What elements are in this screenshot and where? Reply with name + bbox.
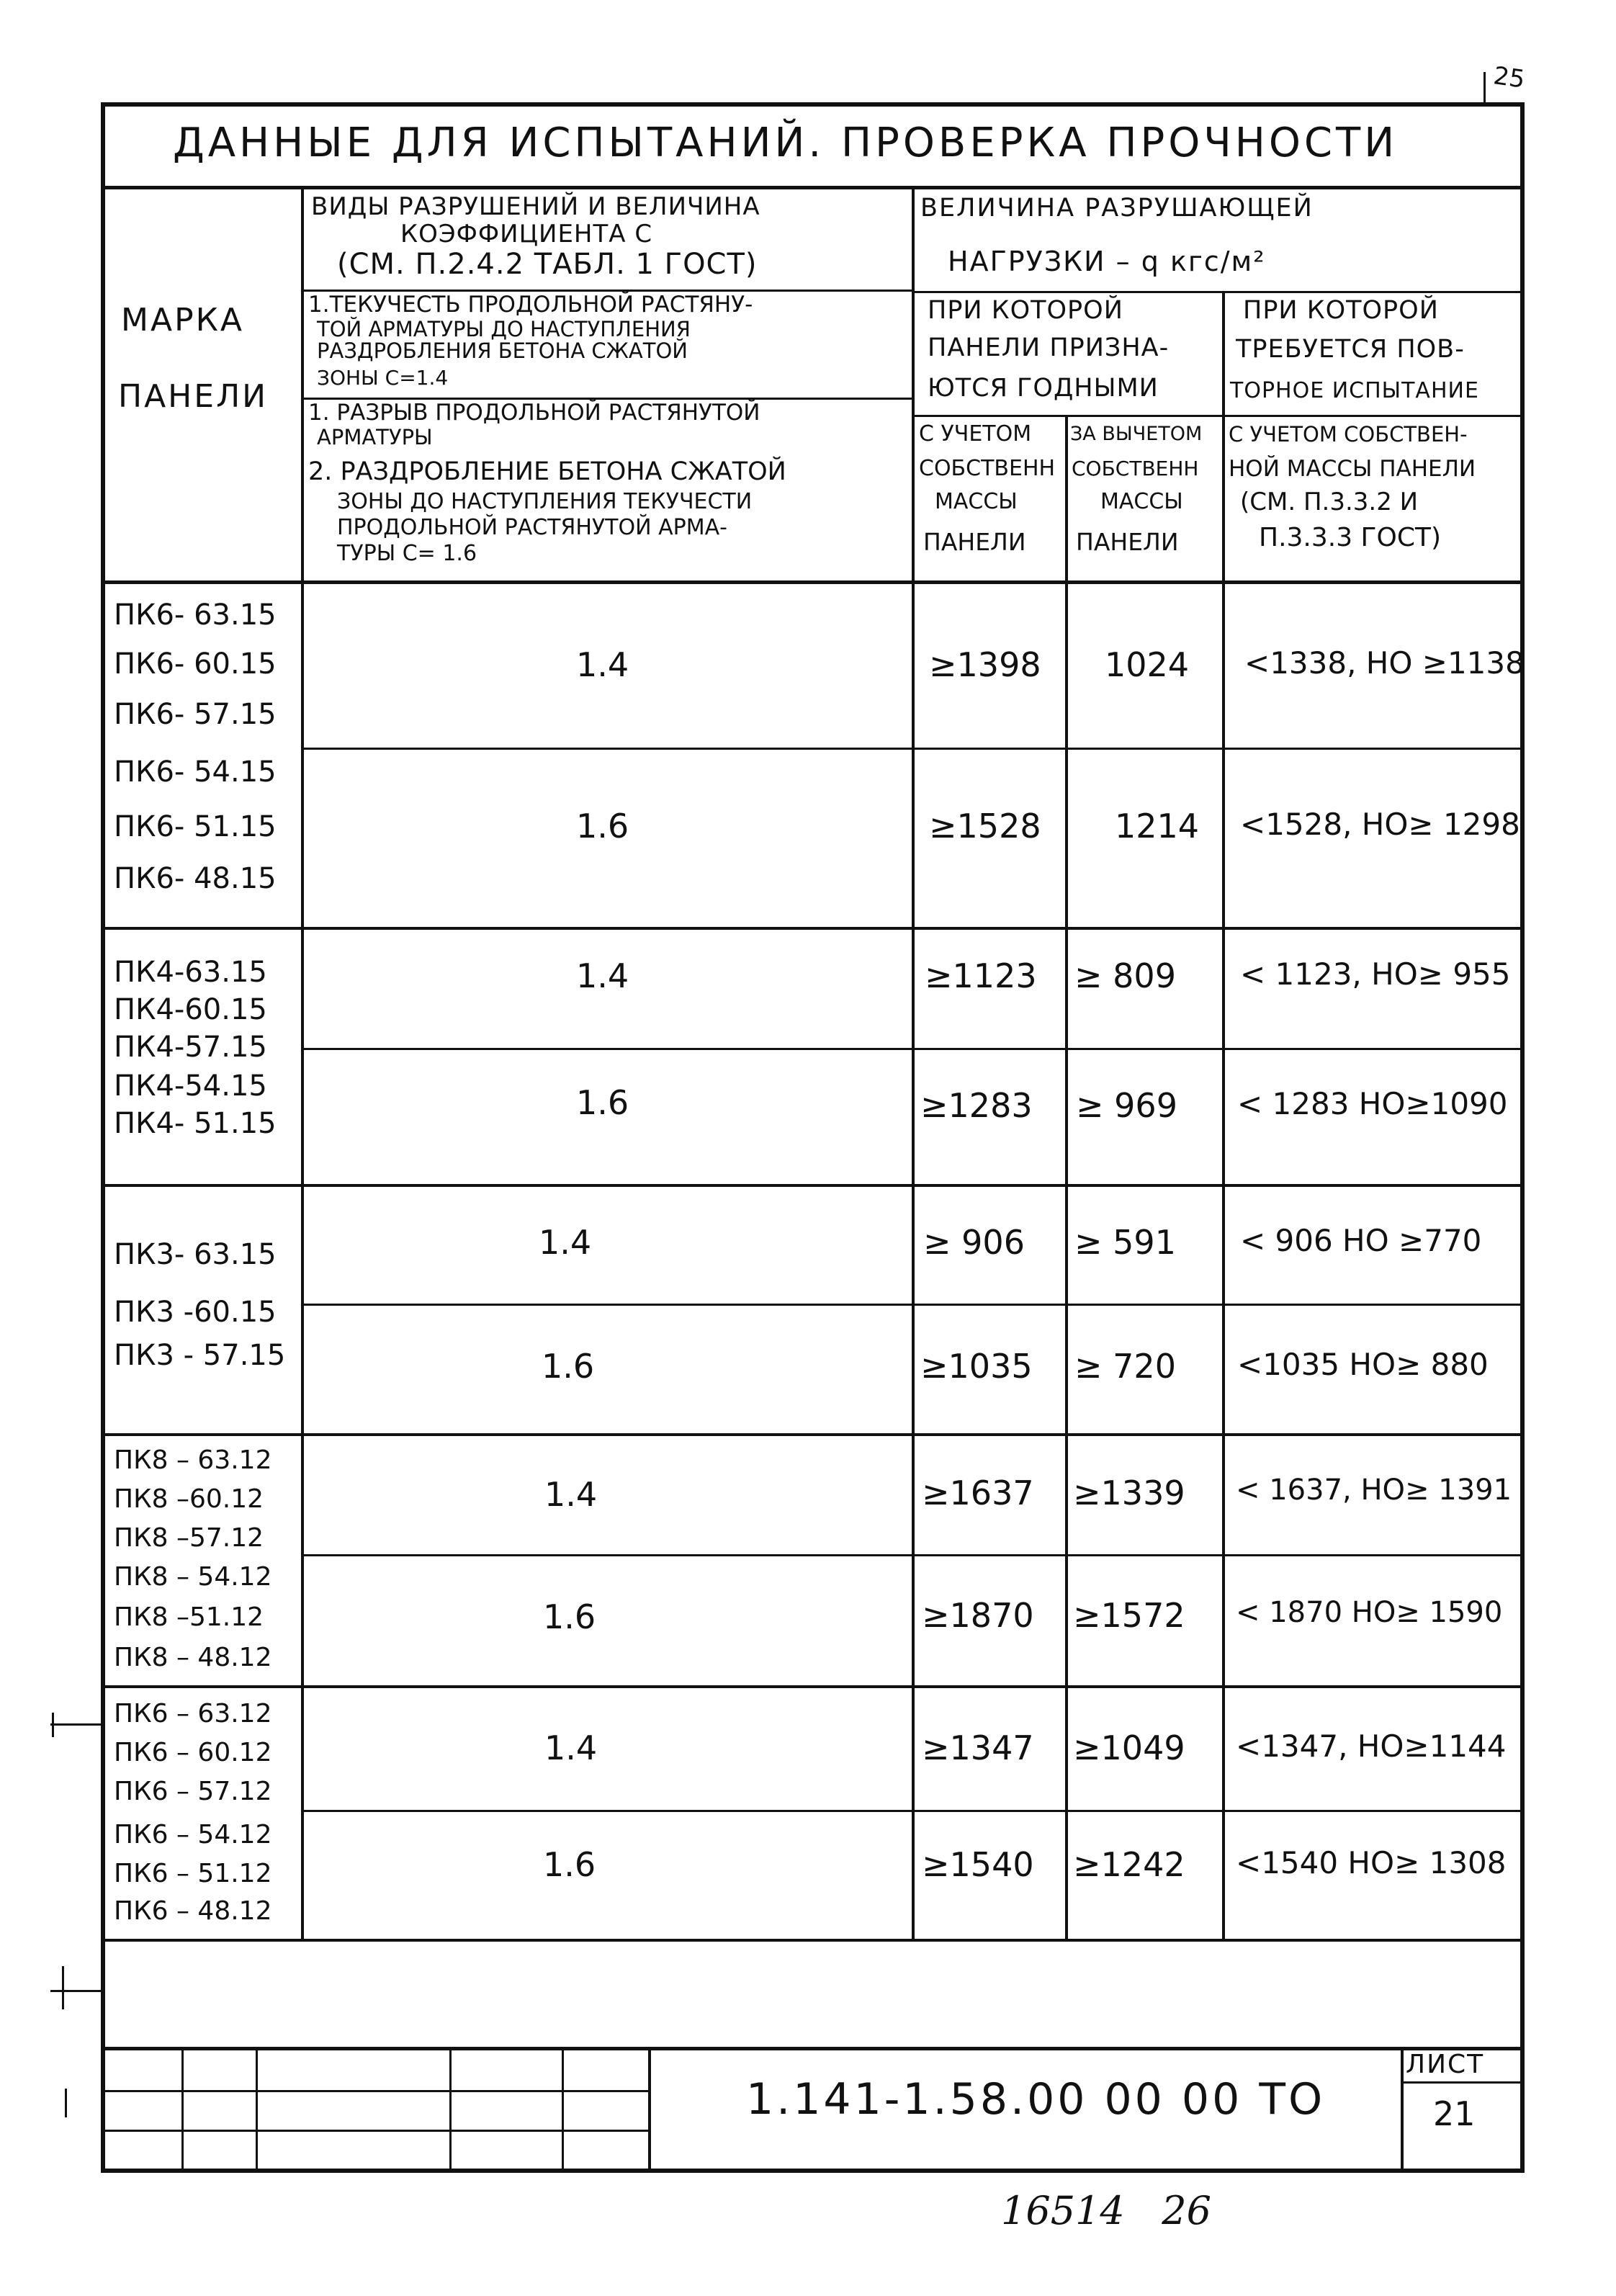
sheet-label: ЛИСТ [1406,2050,1485,2079]
coefficient-c: 1.4 [576,956,629,995]
frame-left [101,102,105,2173]
panel-mark: ПК8 – 63.12 [114,1445,272,1475]
minus-mass-line: СОБСТВЕНН [1072,457,1199,480]
load-with-mass: ≥1283 [920,1086,1033,1125]
load-minus-mass: ≥ 591 [1074,1223,1176,1262]
minus-mass-line: МАССЫ [1100,489,1183,514]
panel-mark: ПК6 – 51.12 [114,1859,272,1888]
minus-mass-line: ПАНЕЛИ [1076,528,1179,556]
coefficient-c: 1.6 [543,1597,596,1636]
header-kinds-line: КОЭФФИЦИЕНТА С [400,220,653,248]
coefficient-c: 1.4 [539,1223,592,1262]
kinds-1-line: ЗОНЫ С=1.4 [317,366,449,390]
load-minus-mass: 1024 [1105,645,1190,684]
stamp-col [449,2047,452,2171]
coefficient-c: 1.4 [576,645,629,684]
load-retest: < 1637, НО≥ 1391 [1236,1474,1512,1507]
with-mass-line: СОБСТВЕНН [919,456,1056,481]
panel-mark: ПК6 – 54.12 [114,1820,272,1849]
panel-mark: ПК6- 57.15 [114,698,277,731]
kinds-2-line: ПРОДОЛЬНОЙ РАСТЯНУТОЙ АРМА- [337,515,727,540]
hdr-line-bottom [101,580,1525,584]
coefficient-c: 1.6 [543,1845,596,1884]
load-with-mass: ≥1347 [922,1728,1034,1767]
panel-mark: ПК4- 51.15 [114,1107,277,1140]
title-underline [101,186,1525,189]
kinds-1-line: РАЗДРОБЛЕНИЯ БЕТОНА СЖАТОЙ [317,338,688,363]
panel-mark: ПК6- 48.15 [114,862,277,895]
coefficient-c: 1.6 [542,1347,595,1386]
load-retest: <1347, НО≥1144 [1236,1728,1507,1764]
panel-mark: ПК6 – 60.12 [114,1738,272,1767]
panel-mark: ПК8 –57.12 [114,1523,264,1553]
hdr-line-load [912,291,1525,293]
panel-mark: ПК6- 60.15 [114,647,277,681]
stamp-col [256,2047,258,2171]
load-retest: <1035 НО≥ 880 [1237,1347,1489,1382]
panel-mark: ПК8 –51.12 [114,1602,264,1632]
load-minus-mass: ≥ 720 [1074,1347,1176,1386]
panel-mark: ПК8 – 54.12 [114,1562,272,1592]
group-line [101,1685,1525,1688]
header-marka-line: ПАНЕЛИ [118,378,269,415]
margin-mark [62,1966,64,2009]
kinds-2-line: 1. РАЗРЫВ ПРОДОЛЬНОЙ РАСТЯНУТОЙ [308,400,760,426]
load-retest: < 1870 НО≥ 1590 [1236,1596,1503,1629]
retest-line: ПРИ КОТОРОЙ [1243,296,1439,325]
panel-mark: ПК6- 54.15 [114,755,277,789]
kinds-1-line: 1.ТЕКУЧЕСТЬ ПРОДОЛЬНОЙ РАСТЯНУ- [308,292,753,318]
panel-mark: ПК8 – 48.12 [114,1643,272,1672]
margin-mark [52,1713,54,1737]
load-minus-mass: ≥1049 [1073,1728,1185,1767]
header-load-line: ВЕЛИЧИНА РАЗРУШАЮЩЕЙ [920,194,1314,223]
coefficient-c: 1.6 [576,1083,629,1122]
stamp-sheet-divider [1401,2081,1525,2084]
load-with-mass: ≥1528 [929,807,1041,846]
load-with-mass: ≥ 906 [923,1223,1025,1262]
panel-mark: ПК6 – 63.12 [114,1699,272,1728]
with-mass-line: ПАНЕЛИ [923,528,1026,556]
load-with-mass: ≥1637 [922,1474,1034,1512]
accepted-line: ПАНЕЛИ ПРИЗНА- [928,333,1170,362]
accepted-line: ЮТСЯ ГОДНЫМИ [928,374,1159,403]
load-minus-mass: ≥ 809 [1074,956,1176,995]
load-minus-mass: 1214 [1115,807,1200,846]
kinds-2-line: ЗОНЫ ДО НАСТУПЛЕНИЯ ТЕКУЧЕСТИ [337,489,753,514]
retest-mass-line: (СМ. П.3.3.2 И [1240,488,1419,516]
row-line [301,1048,1525,1050]
row-line [301,1554,1525,1556]
kinds-2-line: 2. РАЗДРОБЛЕНИЕ БЕТОНА СЖАТОЙ [308,457,786,486]
frame-bottom [101,2169,1525,2173]
load-with-mass: ≥1123 [925,956,1037,995]
stamp-col [562,2047,564,2171]
panel-mark: ПК6- 63.15 [114,598,277,632]
retest-mass-line: С УЧЕТОМ СОБСТВЕН- [1229,422,1468,447]
kinds-2-line: ТУРЫ С= 1.6 [337,541,477,566]
load-retest: < 1283 НО≥1090 [1237,1086,1508,1121]
col-line-4 [1222,292,1225,1941]
load-retest: <1528, НО≥ 1298 [1240,807,1520,842]
accepted-line: ПРИ КОТОРОЙ [928,296,1123,325]
load-retest: <1540 НО≥ 1308 [1236,1845,1507,1880]
retest-line: ТРЕБУЕТСЯ ПОВ- [1236,335,1465,364]
col-line-3 [1065,416,1068,1941]
panel-mark: ПК8 –60.12 [114,1484,264,1514]
table-bottom-line [101,1939,1525,1942]
with-mass-line: МАССЫ [935,489,1018,514]
handwritten-note: 16514 26 [1001,2188,1211,2233]
hdr-line-sub [912,415,1525,417]
panel-mark: ПК3 - 57.15 [114,1339,286,1372]
group-line [101,927,1525,930]
coefficient-c: 1.4 [544,1728,598,1767]
stamp-col [1401,2047,1404,2171]
stamp-top [101,2047,1525,2050]
header-kinds-line: (СМ. П.2.4.2 ТАБЛ. 1 ГОСТ) [337,248,758,281]
row-line [301,1304,1525,1306]
stamp-col [648,2047,651,2171]
load-with-mass: ≥1870 [922,1596,1034,1635]
margin-mark [50,1723,104,1726]
panel-mark: ПК4-54.15 [114,1069,267,1103]
load-retest: < 906 НО ≥770 [1240,1223,1482,1258]
load-retest: <1338, НО ≥1138 [1244,645,1525,681]
col-line-2 [912,186,915,1941]
load-minus-mass: ≥ 969 [1076,1086,1177,1125]
load-retest: < 1123, НО≥ 955 [1240,956,1511,992]
page-title: ДАННЫЕ ДЛЯ ИСПЫТАНИЙ. ПРОВЕРКА ПРОЧНОСТИ [173,120,1399,166]
group-line [101,1433,1525,1436]
corner-mark-line [1483,72,1486,105]
frame-top [101,102,1525,107]
load-with-mass: ≥1398 [929,645,1041,684]
row-line [301,748,1525,750]
col-line-1 [301,186,304,1941]
corner-page-mark: 25 [1491,61,1527,94]
panel-mark: ПК6 – 48.12 [114,1896,272,1926]
minus-mass-line: ЗА ВЫЧЕТОМ [1070,423,1203,445]
load-with-mass: ≥1540 [922,1845,1034,1884]
load-minus-mass: ≥1242 [1073,1845,1185,1884]
margin-mark [50,1990,104,1992]
load-with-mass: ≥1035 [920,1347,1033,1386]
retest-mass-line: П.3.3.3 ГОСТ) [1259,523,1442,552]
stamp-col [181,2047,184,2171]
retest-line: ТОРНОЕ ИСПЫТАНИЕ [1230,378,1479,403]
panel-mark: ПК3- 63.15 [114,1238,277,1271]
panel-mark: ПК6- 51.15 [114,810,277,843]
with-mass-line: С УЧЕТОМ [919,421,1032,447]
frame-right [1520,102,1525,2173]
coefficient-c: 1.4 [544,1475,598,1514]
load-minus-mass: ≥1339 [1073,1474,1185,1512]
coefficient-c: 1.6 [576,807,629,846]
document-code: 1.141-1.58.00 00 00 ТО [746,2074,1326,2125]
header-kinds-line: ВИДЫ РАЗРУШЕНИЙ И ВЕЛИЧИНА [311,192,760,221]
header-marka-line: МАРКА [121,302,244,338]
sheet-number: 21 [1433,2094,1476,2133]
header-load-line: НАГРУЗКИ – q кгс/м² [948,246,1266,277]
panel-mark: ПК4-57.15 [114,1031,267,1064]
panel-mark: ПК4-63.15 [114,956,267,989]
margin-mark [65,2089,67,2117]
row-line [301,1810,1525,1812]
retest-mass-line: НОЙ МАССЫ ПАНЕЛИ [1229,456,1476,482]
panel-mark: ПК3 -60.15 [114,1296,277,1329]
kinds-1-line: ТОЙ АРМАТУРЫ ДО НАСТУПЛЕНИЯ [317,317,691,341]
kinds-2-line: АРМАТУРЫ [317,425,433,449]
group-line [101,1184,1525,1187]
panel-mark: ПК6 – 57.12 [114,1777,272,1806]
load-minus-mass: ≥1572 [1073,1596,1185,1635]
panel-mark: ПК4-60.15 [114,993,267,1026]
